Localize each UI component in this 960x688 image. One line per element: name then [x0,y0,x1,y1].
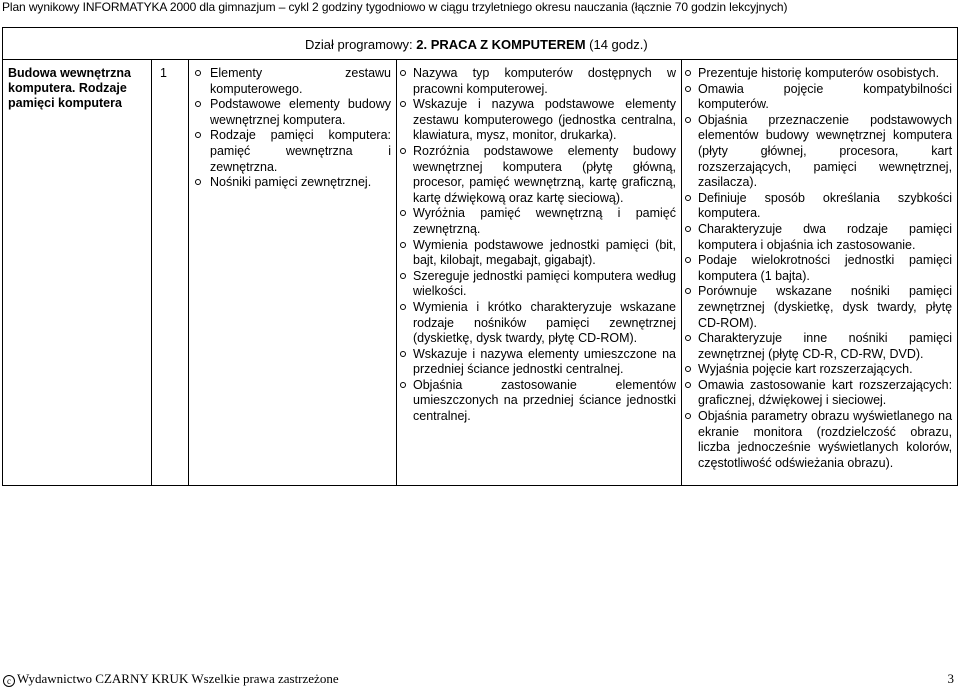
page-number: 3 [947,671,954,686]
bullet-icon [195,70,201,76]
bullet-icon [400,304,406,310]
list-item [682,284,952,331]
list-item-text: Charakteryzuje dwa rodzaje pamięci komputera i objaśnia ich zastosowanie. [698,221,953,252]
topic-cell [3,60,152,486]
list-item [397,300,676,347]
extended-requirements-list [682,66,952,471]
bullet-icon [685,335,691,341]
list-item-text: Rozróżnia podstawowe elementy budowy wewnętrznej komputera (płytę główną, procesor, pamięć wewnętrzną, kartę graficzną, kartę dźwiękową oraz kartę sieciową). [413,143,676,205]
content-list [189,66,391,191]
bullet-icon [685,117,691,123]
list-item [189,66,391,97]
bullet-icon [400,70,406,76]
list-item [397,144,676,206]
bullet-icon [400,101,406,107]
bullet-icon [685,288,691,294]
bullet-icon [685,382,691,388]
list-item-text: Wymienia i krótko charakteryzuje wskazane rodzaje nośników pamięci zewnętrznej (dyskietkę, dysk twardy, płytę CD-ROM). [413,299,676,346]
section-hours: (14 godz.) [585,37,648,52]
list-item-text: Objaśnia parametry obrazu wyświetlanego na ekranie monitora (rozdzielczość obrazu, liczba jednocześnie wyświetlanych kolorów, częstotliwość odświeżania obrazu). [698,409,953,470]
section-prefix: Dział programowy: [305,37,417,52]
list-item [397,347,676,378]
list-item [682,222,952,253]
list-item-text: Definiuje sposób określania szybkości komputera. [698,190,953,221]
extended-requirements-cell [682,60,958,486]
topic-title: Budowa wewnętrzna komputera. Rodzaje pamięci komputera [8,66,131,110]
list-item-text: Elementy zestawu komputerowego. [210,66,391,96]
footer-publisher: Wydawnictwo CZARNY KRUK Wszelkie prawa zastrzeżone [17,671,339,686]
bullet-icon [685,366,691,372]
list-item [682,253,952,284]
list-item [682,378,952,409]
list-item [682,331,952,362]
list-item-text: Podaje wielokrotności jednostki pamięci komputera (1 bajta). [698,253,953,283]
list-item [189,128,391,175]
bullet-icon [685,195,691,201]
list-item-text: Podstawowe elementy budowy wewnętrznej komputera. [210,97,391,127]
bullet-icon [195,101,201,107]
bullet-icon [400,351,406,357]
basic-requirements-cell [397,60,682,486]
list-item [682,362,952,378]
bullet-icon [400,210,406,216]
content-cell [189,60,397,486]
bullet-icon [195,179,201,185]
list-item-text: Objaśnia przeznaczenie podstawowych elementów budowy wewnętrznej komputera (płyty głównej, procesora, kart rozszerzających, pamięci wewnętrznej, zasilacza). [698,112,953,190]
list-item-text: Nośniki pamięci zewnętrznej. [210,175,372,190]
bullet-icon [685,226,691,232]
bullet-icon [685,257,691,263]
list-item [397,269,676,300]
list-item [682,191,952,222]
list-item-text: Szereguje jednostki pamięci komputera według wielkości. [413,268,676,299]
bullet-icon [685,86,691,92]
list-item [682,82,952,113]
bullet-icon [400,382,406,388]
list-item-text: Nazywa typ komputerów dostępnych w pracowni komputerowej. [413,66,676,96]
bullet-icon [400,242,406,248]
hours-cell [152,60,189,486]
list-item-text: Prezentuje historię komputerów osobistych. [698,66,940,80]
list-item-text: Wyjaśnia pojęcie kart rozszerzających. [698,362,913,377]
list-item-text: Omawia zastosowanie kart rozszerzających: graficznej, dźwiękowej i sieciowej. [698,377,953,408]
bullet-icon [400,273,406,279]
list-item [397,206,676,237]
plan-table [2,27,958,486]
bullet-icon [685,70,691,76]
list-item-text: Wskazuje i nazywa podstawowe elementy zestawu komputerowego (jednostka centralna, klawiatura, mysz, monitor, drukarka). [413,97,676,143]
list-item-text: Objaśnia zastosowanie elementów umieszczonych na przedniej ściance jednostki centralnej. [413,377,676,424]
list-item [189,97,391,128]
list-item-text: Rodzaje pamięci komputera: pamięć wewnętrzna i zewnętrzna. [210,128,391,174]
section-name: PRACA Z KOMPUTEREM [430,37,586,52]
list-item-text: Omawia pojęcie kompatybilności komputerów. [698,81,953,112]
list-item [682,66,952,82]
list-item-text: Wymienia podstawowe jednostki pamięci (bit, bajt, kilobajt, megabajt, gigabajt). [413,237,676,268]
copyright-icon: c [3,675,15,687]
section-row [3,28,958,60]
list-item [397,378,676,425]
section-number: 2. [416,37,431,52]
page-footer [0,671,960,687]
document-header-title: Plan wynikowy INFORMATYKA 2000 dla gimnazjum – cykl 2 godziny tygodniowo w ciągu trzyletniego okresu nauczania (łącznie 70 godzin lekcyjnych) [2,0,788,14]
list-item-text: Porównuje wskazane nośniki pamięci zewnętrznej (dyskietkę, dysk twardy, płytę CD-ROM). [698,284,953,330]
bullet-icon [195,132,201,138]
table-row [3,60,958,486]
basic-requirements-list [397,66,676,425]
list-item [397,97,676,144]
list-item [682,113,952,191]
list-item-text: Wskazuje i nazywa elementy umieszczone na przedniej ściance jednostki centralnej. [413,346,676,377]
hours-value: 1 [160,66,167,80]
list-item [682,409,952,471]
list-item [189,175,391,191]
list-item-text: Wyróżnia pamięć wewnętrzną i pamięć zewnętrzną. [413,206,676,236]
bullet-icon [400,148,406,154]
bullet-icon [685,413,691,419]
list-item-text: Charakteryzuje inne nośniki pamięci zewnętrznej (płytę CD-R, CD-RW, DVD). [698,331,953,361]
list-item [397,238,676,269]
list-item [397,66,676,97]
section-heading [3,28,958,60]
